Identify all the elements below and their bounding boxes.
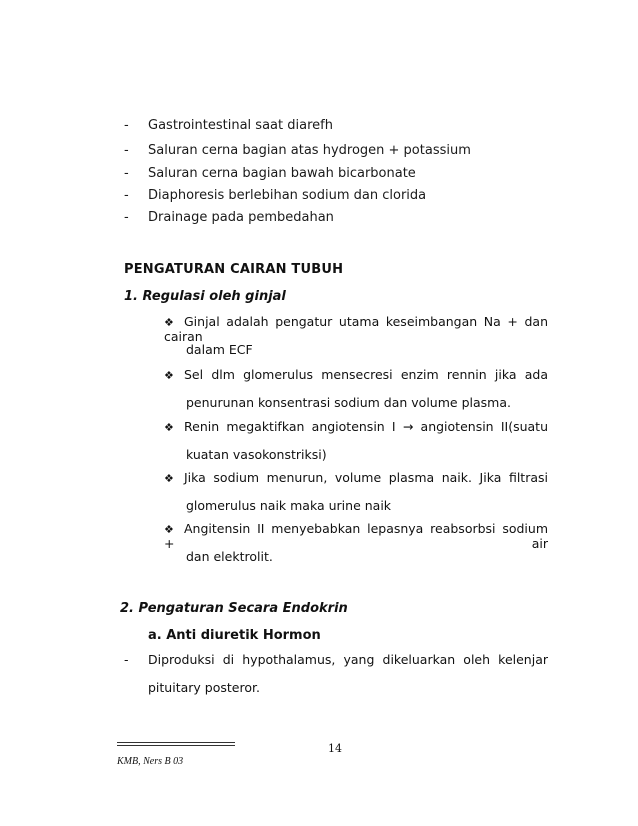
footer-rule xyxy=(117,745,235,746)
diamond-bullet-icon: ❖ xyxy=(164,421,174,434)
list-item-text: Gastrointestinal saat diarefh xyxy=(148,118,333,133)
bullet-item xyxy=(164,367,548,382)
bullet-text: Angitensin II menyebabkan lepasnya reabsorbsi sodium + air xyxy=(164,521,548,551)
subheading-2a: a. Anti diuretik Hormon xyxy=(148,628,321,643)
list-item xyxy=(124,166,416,181)
page-number: 14 xyxy=(328,742,342,755)
bullet-continuation: penurunan konsentrasi sodium dan volume plasma. xyxy=(186,395,511,410)
dash: - xyxy=(124,118,129,133)
list-item-text: Drainage pada pembedahan xyxy=(148,210,334,225)
list-item xyxy=(124,143,471,158)
list-item xyxy=(124,188,426,203)
dash: - xyxy=(124,652,129,667)
bullet-continuation: glomerulus naik maka urine naik xyxy=(186,498,392,513)
bullet-text: Sel dlm glomerulus mensecresi enzim rennin jika ada xyxy=(184,367,548,382)
dash: - xyxy=(124,188,129,203)
bullet-continuation: kuatan vasokonstriksi) xyxy=(186,447,327,462)
subheading-1: 1. Regulasi oleh ginjal xyxy=(124,289,286,304)
dash: - xyxy=(124,210,129,225)
bullet-item xyxy=(164,470,548,485)
bullet-item xyxy=(164,314,548,344)
bullet-item xyxy=(164,419,548,434)
bullet-text: Renin megaktifkan angiotensin I → angiotensin II(suatu xyxy=(184,419,548,434)
footer-label: KMB, Ners B 03 xyxy=(117,756,184,767)
section-title: PENGATURAN CAIRAN TUBUH xyxy=(124,262,344,277)
diamond-bullet-icon: ❖ xyxy=(164,472,174,485)
list-item-text: Saluran cerna bagian atas hydrogen + potassium xyxy=(148,143,471,158)
bullet-item xyxy=(164,521,548,551)
bullet-continuation: dalam ECF xyxy=(186,342,253,357)
list-item xyxy=(124,118,333,133)
list-item-text: Diaphoresis berlebihan sodium dan clorida xyxy=(148,188,427,203)
list-item-continuation: pituitary posteror. xyxy=(148,680,260,695)
bullet-text: Ginjal adalah pengatur utama keseimbangan Na + dan cairan xyxy=(164,314,548,344)
diamond-bullet-icon: ❖ xyxy=(164,523,174,536)
bullet-continuation: dan elektrolit. xyxy=(186,549,273,564)
dash: - xyxy=(124,166,129,181)
list-item xyxy=(124,210,334,225)
footer-rule xyxy=(117,742,235,743)
bullet-text: Jika sodium menurun, volume plasma naik. Jika filtrasi xyxy=(184,470,548,485)
list-item xyxy=(124,652,548,667)
diamond-bullet-icon: ❖ xyxy=(164,316,174,329)
list-item-text: Saluran cerna bagian bawah bicarbonate xyxy=(148,166,416,181)
list-item-text: Diproduksi di hypothalamus, yang dikeluarkan oleh kelenjar xyxy=(148,652,548,667)
subheading-2: 2. Pengaturan Secara Endokrin xyxy=(120,601,348,616)
diamond-bullet-icon: ❖ xyxy=(164,369,174,382)
dash: - xyxy=(124,143,129,158)
